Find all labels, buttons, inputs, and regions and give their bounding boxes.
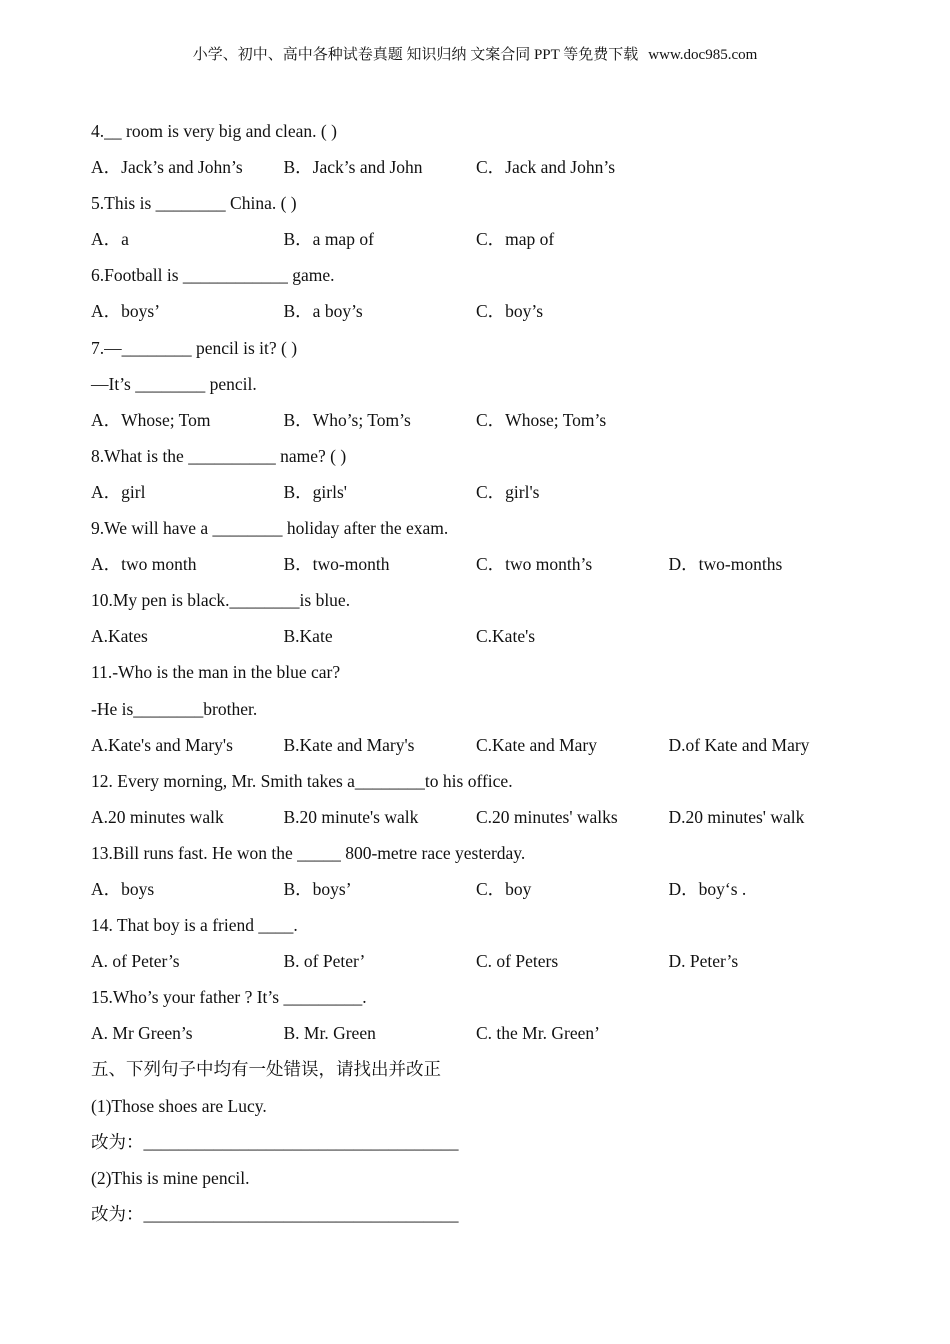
option: C. of Peters	[476, 951, 559, 972]
option: C．boy’s	[476, 301, 544, 322]
option: A．Whose; Tom	[91, 409, 211, 430]
question-stem: 15.Who’s your father ? It’s _________.	[91, 987, 367, 1008]
question-options	[91, 799, 891, 835]
option: B．boys’	[283, 878, 352, 899]
header-text: 小学、初中、高中各种试卷真题 知识归纳 文案合同 PPT 等免费下载	[192, 47, 639, 63]
answer-line: 改为：____________________________________	[91, 1203, 459, 1224]
option: C．two month’s	[476, 554, 593, 575]
option: C．Whose; Tom’s	[476, 409, 607, 430]
question-options	[91, 727, 891, 763]
option: B.20 minute's walk	[283, 806, 419, 827]
option: A. of Peter’s	[91, 951, 180, 972]
question-stem-continued: —It’s ________ pencil.	[91, 373, 257, 394]
error-sentence: (1)Those shoes are Lucy.	[91, 1095, 267, 1116]
option: A．two month	[91, 554, 197, 575]
option: A．Jack’s and John’s	[91, 157, 243, 178]
option: C.Kate and Mary	[476, 734, 598, 755]
option: C. the Mr. Green’	[476, 1023, 600, 1044]
question-options	[91, 221, 891, 257]
question-options	[91, 871, 891, 907]
option: C.20 minutes' walks	[476, 806, 618, 827]
option: A.20 minutes walk	[91, 806, 224, 827]
option: B. Mr. Green	[283, 1023, 376, 1044]
question-options	[91, 402, 891, 438]
option: B．a map of	[283, 229, 374, 250]
question-options	[91, 149, 891, 185]
question-stem: 10.My pen is black.________is blue.	[91, 590, 351, 611]
option: B．a boy’s	[283, 301, 363, 322]
option: A.Kate's and Mary's	[91, 734, 233, 755]
section-title: 五、下列句子中均有一处错误，请找出并改正	[91, 1059, 441, 1080]
question-stem: 13.Bill runs fast. He won the _____ 800-metre race yesterday.	[91, 842, 526, 863]
option: C．girl's	[476, 481, 540, 502]
option: B.Kate	[283, 626, 333, 647]
question-stem: 4.__ room is very big and clean. ( )	[91, 121, 337, 141]
option: B．girls'	[283, 481, 347, 502]
question-options	[91, 618, 891, 654]
document-body	[91, 113, 891, 1232]
option: B．Jack’s and John	[283, 157, 423, 178]
question-stem-continued: -He is________brother.	[91, 698, 258, 719]
question-stem: 5.This is ________ China. ( )	[91, 193, 297, 214]
question-stem: 6.Football is ____________ game.	[91, 265, 335, 286]
option: C．Jack and John’s	[476, 157, 616, 178]
option: A．a	[91, 229, 129, 250]
question-options	[91, 474, 891, 510]
option: D．boy‘s .	[668, 878, 747, 899]
page-header	[0, 45, 950, 65]
option: B．two-month	[283, 554, 390, 575]
question-stem: 11.-Who is the man in the blue car?	[91, 662, 341, 683]
answer-line: 改为：____________________________________	[91, 1131, 459, 1152]
header-site: www.doc985.com	[648, 47, 758, 63]
option: D.20 minutes' walk	[668, 806, 805, 827]
option: D.of Kate and Mary	[668, 734, 810, 755]
option: B.Kate and Mary's	[283, 734, 415, 755]
option: A. Mr Green’s	[91, 1023, 193, 1044]
option: A．girl	[91, 481, 146, 502]
option: D. Peter’s	[668, 951, 739, 972]
option: D．two-months	[668, 554, 783, 575]
option: B. of Peter’	[283, 951, 366, 972]
question-stem: 8.What is the __________ name? ( )	[91, 445, 347, 466]
option: A．boys’	[91, 301, 161, 322]
option: C．boy	[476, 878, 532, 899]
option: A.Kates	[91, 626, 148, 647]
option: C．map of	[476, 229, 555, 250]
question-options	[91, 943, 891, 979]
question-options	[91, 1015, 891, 1051]
question-stem: 9.We will have a ________ holiday after the exam.	[91, 518, 449, 539]
question-stem: 7.—________ pencil is it? ( )	[91, 337, 298, 358]
question-stem: 14. That boy is a friend ____.	[91, 915, 298, 936]
question-options	[91, 293, 891, 329]
question-stem: 12. Every morning, Mr. Smith takes a________to his office.	[91, 770, 513, 791]
question-options	[91, 546, 891, 582]
error-sentence: (2)This is mine pencil.	[91, 1167, 250, 1188]
option: A．boys	[91, 878, 155, 899]
option: C.Kate's	[476, 626, 536, 647]
option: B．Who’s; Tom’s	[283, 409, 411, 430]
